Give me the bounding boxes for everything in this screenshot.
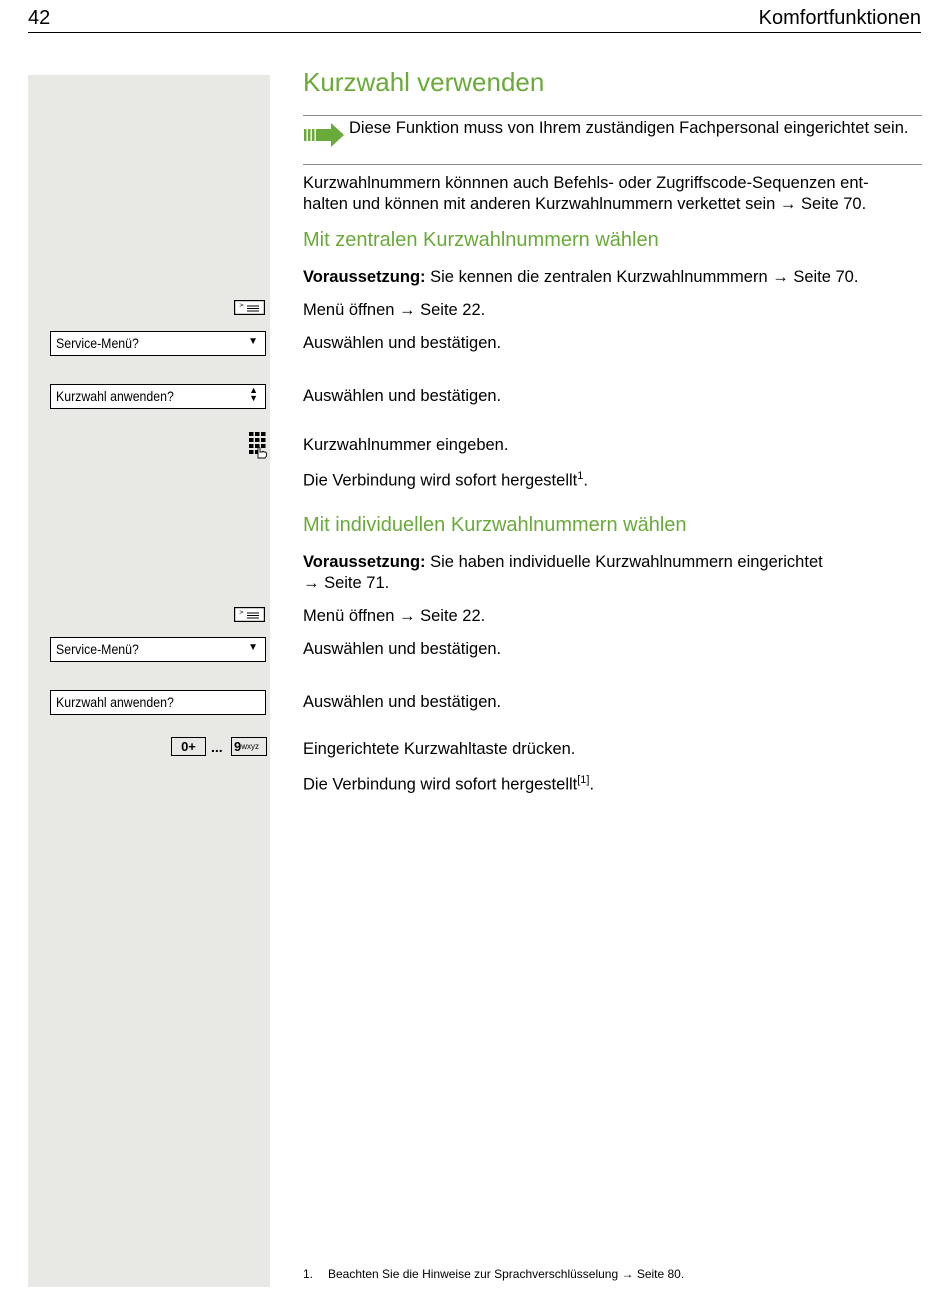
page-title: Kurzwahl verwenden bbox=[303, 67, 545, 97]
footnote-ref[interactable]: 1 bbox=[577, 470, 584, 482]
menu-item-label: Service-Menü? bbox=[56, 335, 139, 351]
prerequisite-text: Sie haben individuelle Kurzwahlnummern eingerichtet bbox=[430, 553, 823, 571]
individual-prerequisite bbox=[303, 552, 823, 573]
central-prerequisite bbox=[303, 267, 858, 288]
svg-text:>: > bbox=[239, 609, 245, 616]
result-text: Die Verbindung wird sofort hergestellt bbox=[303, 471, 578, 490]
arrow-right-icon bbox=[303, 122, 345, 148]
prerequisite-label: Voraussetzung: bbox=[303, 553, 426, 571]
key-range-ellipsis: ... bbox=[211, 739, 223, 755]
key-letters: wxyz bbox=[241, 742, 260, 751]
central-service-menu-item[interactable] bbox=[50, 331, 266, 356]
menu-item-label: Kurzwahl anwenden? bbox=[56, 388, 174, 404]
central-result: Die Verbindung wird sofort hergestellt$^1$. bbox=[303, 470, 588, 490]
chevron-down-icon: ▼ bbox=[248, 642, 258, 653]
keypad-icon bbox=[248, 431, 268, 459]
section-title: Komfortfunktionen bbox=[758, 7, 921, 29]
central-step-select-1: Auswählen und bestätigen. bbox=[303, 334, 502, 352]
footnote-ref[interactable]: [1] bbox=[577, 774, 590, 786]
key-zero-plus[interactable]: 0+ bbox=[171, 737, 206, 756]
individual-heading: Mit individuellen Kurzwahlnummern wählen bbox=[303, 514, 687, 536]
menu-item-label: Service-Menü? bbox=[56, 641, 139, 657]
note-top-divider bbox=[303, 115, 922, 116]
note-text: Diese Funktion muss von Ihrem zuständigen Fachpersonal eingerichtet sein. bbox=[349, 119, 909, 137]
individual-step-select-2: Auswählen und bestätigen. bbox=[303, 693, 502, 711]
individual-service-menu-item[interactable] bbox=[50, 637, 266, 662]
sidebar-panel bbox=[28, 75, 270, 1287]
key-digit: 9 bbox=[234, 739, 242, 754]
menu-key-icon bbox=[234, 300, 265, 315]
individual-step-menu: Menü öffnen → Seite 22. bbox=[303, 607, 486, 625]
individual-step-press: Eingerichtete Kurzwahltaste drücken. bbox=[303, 740, 576, 758]
footnote-text: Beachten Sie die Hinweise zur Sprachverschlüsselung → Seite 80. bbox=[328, 1267, 685, 1281]
header-divider bbox=[28, 32, 921, 33]
prerequisite-text: Sie kennen die zentralen Kurzwahlnummmern → Seite 70. bbox=[430, 268, 859, 286]
prerequisite-label: Voraussetzung: bbox=[303, 268, 426, 286]
up-down-arrows-icon: ▲ ▼ bbox=[249, 385, 258, 403]
intro-line-1: Kurzwahlnummern könnnen auch Befehls- oder Zugriffscode-Sequenzen ent- bbox=[303, 174, 869, 192]
intro-line-2: halten und können mit anderen Kurzwahlnummern verkettet sein → Seite 70. bbox=[303, 195, 867, 213]
central-step-enter: Kurzwahlnummer eingeben. bbox=[303, 436, 509, 454]
central-step-menu: Menü öffnen → Seite 22. bbox=[303, 301, 486, 319]
note-bottom-divider bbox=[303, 164, 922, 165]
page-number: 42 bbox=[28, 7, 51, 29]
menu-key-icon bbox=[234, 607, 265, 622]
individual-prerequisite-ref: → Seite 71. bbox=[303, 574, 390, 592]
chevron-down-icon: ▼ bbox=[248, 336, 258, 347]
individual-speed-dial-menu-item[interactable] bbox=[50, 690, 266, 715]
individual-result: Die Verbindung wird sofort hergestellt[1]. bbox=[303, 774, 595, 794]
central-speed-dial-menu-item[interactable] bbox=[50, 384, 266, 409]
central-step-select-2: Auswählen und bestätigen. bbox=[303, 387, 502, 405]
svg-text:>: > bbox=[239, 302, 245, 309]
footnote-number: 1. bbox=[303, 1267, 314, 1281]
individual-step-select-1: Auswählen und bestätigen. bbox=[303, 640, 502, 658]
menu-item-label: Kurzwahl anwenden? bbox=[56, 694, 174, 710]
key-nine-wxyz[interactable] bbox=[231, 737, 267, 756]
central-heading: Mit zentralen Kurzwahlnummern wählen bbox=[303, 229, 659, 251]
result-text: Die Verbindung wird sofort hergestellt bbox=[303, 775, 578, 794]
